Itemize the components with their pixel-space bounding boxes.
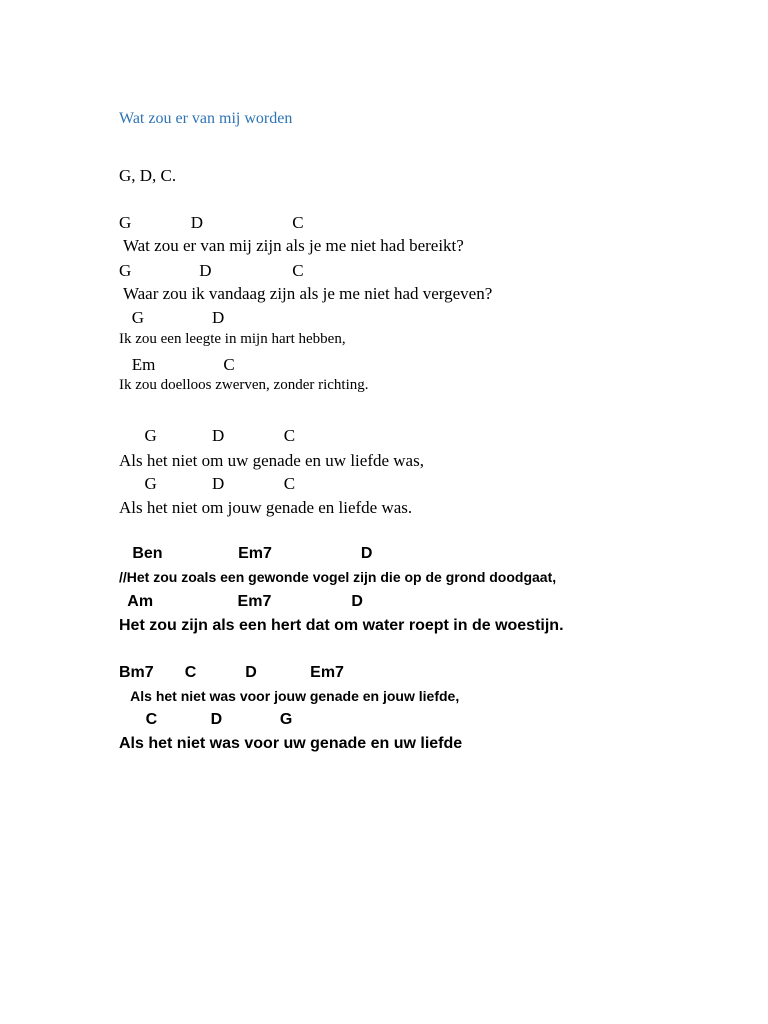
chord-line: Am Em7 D: [119, 593, 363, 610]
chord-line: Ben Em7 D: [119, 545, 373, 562]
chord-line: G D C: [119, 474, 296, 493]
lyric-line: Als het niet was voor jouw genade en jouw liefde,: [119, 688, 460, 704]
lyric-line: Als het niet om jouw genade en liefde was.: [119, 498, 413, 517]
chord-line: Bm7 C D Em7: [119, 664, 344, 681]
intro-chords: G, D, C.: [119, 166, 177, 185]
lyric-line: Ik zou een leegte in mijn hart hebben,: [119, 331, 346, 347]
lyric-line: //Het zou zoals een gewonde vogel zijn die op de grond doodgaat,: [119, 569, 557, 585]
lyric-line: Als het niet om uw genade en uw liefde was,: [119, 451, 424, 470]
chord-line: G D C: [119, 426, 296, 445]
lyric-line: Wat zou er van mij zijn als je me niet had bereikt?: [119, 236, 464, 255]
lyric-line: Het zou zijn als een hert dat om water roept in de woestijn.: [119, 617, 564, 634]
lyric-line: Ik zou doelloos zwerven, zonder richting.: [119, 377, 369, 393]
lyric-line: Waar zou ik vandaag zijn als je me niet had vergeven?: [119, 284, 493, 303]
chord-line: G D C: [119, 213, 304, 232]
lyric-line: Als het niet was voor uw genade en uw liefde: [119, 735, 463, 752]
song-title: Wat zou er van mij worden: [119, 110, 293, 127]
chord-line: C D G: [119, 711, 293, 728]
chord-line: G D: [119, 308, 225, 327]
chord-line: G D C: [119, 261, 304, 280]
chord-line: Em C: [119, 355, 235, 374]
